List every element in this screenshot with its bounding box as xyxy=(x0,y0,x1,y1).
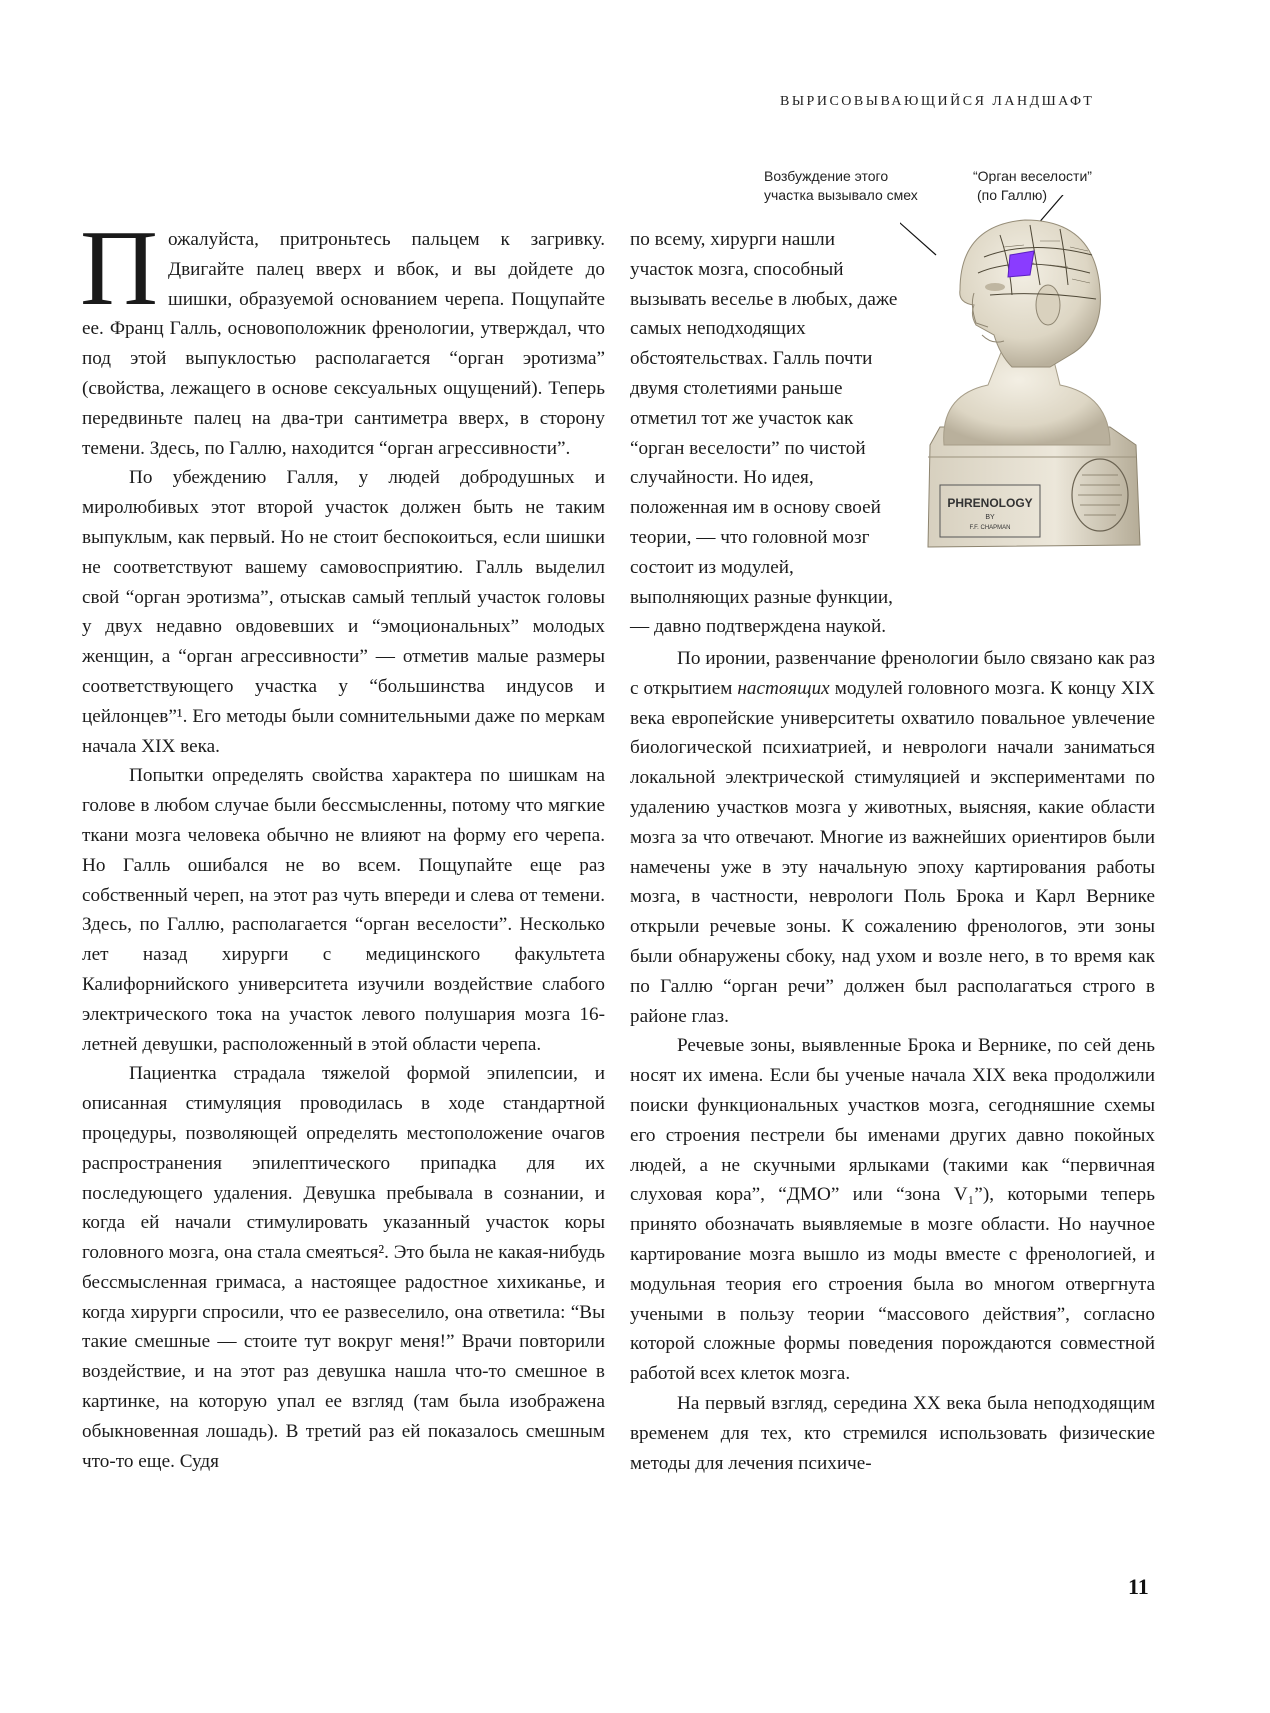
text-column-right xyxy=(630,644,1155,1478)
paragraph-2: По убеждению Галля, у людей добродушных и миролюбивых этот второй участок должен быть не таким выпуклым, как первый. Но не стоит беспокоиться, если шишки не соответствуют вашему самовосприятию. Галль выделил свой “орган эротизма”, отыскав самый теплый участок головы у двух недавно овдовевших и “эмоциональных” молодых женщин, а “орган агрессивности” — отметив малые размеры соответствующего участка у “большинства индусов и цейлонцев”¹. Его методы были сомнительными даже по меркам начала XIX века. xyxy=(82,467,605,757)
paragraph-5-emphasis: настоящих xyxy=(737,677,830,699)
text-column-left xyxy=(80,209,605,1476)
paragraph-5-part-a: По иронии, развенчание френологии было связано как раз с открытием xyxy=(630,648,1155,699)
paragraph-1 xyxy=(80,209,605,463)
phrenology-bust-figure xyxy=(900,195,1160,565)
running-head: ВЫРИСОВЫВАЮЩИЙСЯ ЛАНДШАФТ xyxy=(780,94,1095,109)
paragraph-4: Пациентка страдала тяжелой формой эпилепсии, и описанная стимуляция проводилась в ходе стандартной процедуры, позволяющей определять местоположение очагов распространения эпилептического припадка для их последующего удаления. Девушка пребывала в сознании, и когда ей начали стимулировать указанный участок коры головного мозга, она стала смеяться². Это была не какая-нибудь бессмысленная гримаса, а настоящее радостное хихиканье, и когда хирурги спросили, что ее развеселило, она ответила: “Вы такие смешные — стоите тут вокруг меня!” Врачи повторили воздействие, и на этот раз девушка нашла что-то смешное в картинке, на которую упал ее взгляд (там была изображена обыкновенная лошадь). В третий раз ей показалось смешным что-то еще. Судя xyxy=(82,1063,605,1472)
paragraph-3: Попытки определять свойства характера по шишкам на голове в любом случае были бессмысленны, потому что мягкие ткани мозга человека обычно не влияют на форму его черепа. Но Галль ошибался не во всем. Пощупайте еще раз собственный череп, на этот раз чуть впереди и слева от темени. Здесь, по Галлю, располагается “орган веселости”. Несколько лет назад хирурги с медицинского факультета Калифорнийского университета изучили воздействие слабого электрического тока на участок левого полушария мозга 16-летней девушки, расположенный в этой области черепа. xyxy=(82,765,605,1055)
paragraph-1-text: ожалуйста, притроньтесь пальцем к загривку. Двигайте палец вверх и вбок, и вы дойдете до шишки, образуемой основанием черепа. Пощупайте ее. Франц Галль, основоположник френологии, утверждал, что под этой выпуклостью располагается “орган эротизма” (свойства, лежащего в основе сексуальных ощущений). Теперь передвиньте палец на два-три сантиметра вверх, в сторону темени. Здесь, по Галлю, находится “орган агрессивности”. xyxy=(82,229,605,459)
pedestal-text-2: BY xyxy=(985,514,995,521)
paragraph-7: На первый взгляд, середина XX века была неподходящим временем для тех, кто стремился использовать физические методы для лечения психиче- xyxy=(630,1392,1155,1474)
page-number: 11 xyxy=(1128,1574,1149,1599)
drop-cap: П xyxy=(80,209,158,328)
mirth-organ-highlight xyxy=(1008,251,1034,277)
figure-annotation-organ-line2: (по Галлю) xyxy=(977,187,1047,203)
leader-line-left xyxy=(900,195,936,255)
pedestal-text-1: PHRENOLOGY xyxy=(947,496,1033,510)
text-column-right-narrow xyxy=(630,225,898,642)
paragraph-5 xyxy=(630,644,1155,1031)
paragraph-4-continued: по всему, хирурги нашли участок мозга, способный вызывать веселье в любых, даже самых неподходящих обстоятельствах. Галль почти двумя столетиями раньше отметил тот же участок как “орган веселости” по чистой случайности. Но идея, положенная им в основу своей теории, — что головной мозг состоит из модулей, выполняющих разные функции, — давно подтверждена наукой. xyxy=(630,229,898,638)
figure-annotation-organ-line1: “Орган веселости” xyxy=(973,168,1092,184)
paragraph-5-part-b: модулей головного мозга. К концу XIX века европейские университеты охватило повальное увлечение биологической психиатрией, и неврологи начали заниматься локальной электрической стимуляцией и экспериментами по удалению участков мозга у животных, выясняя, какие области мозга за что отвечают. Многие из важнейших ориентиров были намечены уже в эту начальную эпоху картирования работы мозга, в частности, неврологи Поль Брока и Карл Вернике открыли речевые зоны. К сожалению френологов, эти зоны были обнаружены сбоку, над ухом и возле него, в то время как по Галлю “орган речи” должен был располагаться строго в районе глаз. xyxy=(630,677,1155,1027)
pedestal-text-3: F.F. CHAPMAN xyxy=(969,525,1011,531)
paragraph-6: Речевые зоны, выявленные Брока и Вернике, по сей день носят их имена. Если бы ученые начала XIX века продолжили поиски функциональных участков мозга, сегодняшние схемы его строения пестрели бы именами других давно покойных людей, а не скучными ярлыками (такими как “первичная слуховая кора”, “ДМО” или “зона V₁”), которыми теперь принято обозначать выявляемые в мозге области. Но научное картирование мозга вышло из моды вместе с френологией, и модульная теория его строения была во многом отвергнута учеными в пользу теории “массового действия”, согласно которой сложные формы поведения порождаются совместной работой всех клеток мозга. xyxy=(630,1035,1155,1385)
figure-annotation-laughter: Возбуждение этого участка вызывало смех xyxy=(764,168,918,203)
